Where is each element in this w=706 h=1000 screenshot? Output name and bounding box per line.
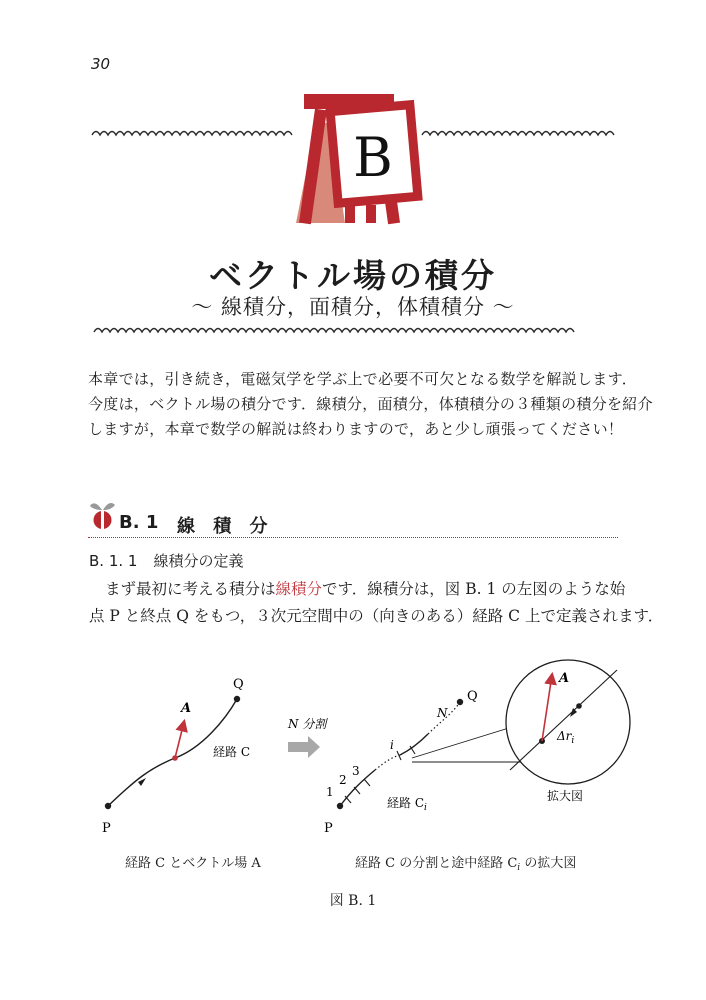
label-1: 1 bbox=[326, 785, 334, 799]
caption-left: 経路 C とベクトル場 A bbox=[125, 856, 261, 871]
label-3: 3 bbox=[352, 764, 360, 778]
intro-line-1: 本章では，引き続き，電磁気学を学ぶ上で必要不可欠となる数学を解説します． bbox=[88, 370, 638, 388]
page-number: 30 bbox=[91, 55, 111, 73]
subsection-title: 線積分の定義 bbox=[153, 552, 244, 570]
point-q-right bbox=[457, 699, 463, 705]
zoom-point-end bbox=[576, 703, 582, 709]
chapter-letter: B bbox=[353, 126, 393, 189]
ornament-scallop-right bbox=[422, 132, 614, 136]
zoom-circle bbox=[506, 660, 630, 803]
label-p: P bbox=[102, 821, 111, 836]
zoom-label-dr: $\Delta r_i$ bbox=[557, 729, 575, 746]
ornament-scallop-bottom bbox=[94, 329, 574, 333]
caption-right-subscript: i bbox=[517, 863, 521, 873]
section-title: 線 積 分 bbox=[177, 516, 274, 537]
zoom-line-upper bbox=[412, 727, 512, 758]
label-n: N bbox=[437, 706, 448, 720]
subsection-number: B. 1. 1 bbox=[89, 552, 138, 570]
section-number: B. 1 bbox=[119, 512, 159, 533]
paragraph-text: です．線積分は，図 B. 1 の左図のような始 bbox=[322, 580, 626, 598]
point-p-right bbox=[337, 803, 343, 809]
figure-label: 図 B. 1 bbox=[329, 893, 377, 909]
label-q: Q bbox=[233, 677, 244, 692]
divide-arrow bbox=[287, 717, 328, 758]
intro-line-3: しますが，本章で数学の解説は終わりますので，あと少し頑張ってください！ bbox=[88, 420, 624, 438]
paragraph-text: まず最初に考える積分は bbox=[105, 580, 276, 598]
path-direction-arrow bbox=[138, 778, 146, 786]
paragraph-line-1 bbox=[89, 577, 625, 599]
chapter-title: ベクトル場の積分 bbox=[209, 256, 497, 295]
subsection-heading bbox=[89, 550, 243, 571]
keyword-line-integral: 線積分 bbox=[275, 580, 323, 598]
point-q bbox=[234, 696, 240, 702]
point-p bbox=[105, 803, 111, 809]
label-q-right: Q bbox=[467, 689, 478, 704]
figure-right-diagram bbox=[324, 689, 526, 836]
section-divider bbox=[88, 537, 618, 538]
label-a: A bbox=[181, 701, 192, 716]
zoom-caption: 拡大図 bbox=[547, 789, 584, 803]
path-c-dotted-a bbox=[375, 755, 400, 770]
sprout-icon bbox=[88, 492, 118, 532]
label-path-c: 経路 C bbox=[213, 745, 250, 759]
caption-right bbox=[355, 852, 576, 873]
label-2: 2 bbox=[339, 773, 347, 787]
intro-line-2: 今度は，ベクトル場の積分です．線積分，面積分，体積積分の３種類の積分を紹介 bbox=[88, 395, 653, 413]
chapter-subtitle: 〜 線積分，面積分，体積積分 〜 bbox=[191, 295, 515, 319]
label-i: i bbox=[390, 738, 394, 752]
caption-right-text-end: の拡大図 bbox=[520, 856, 577, 871]
vector-a-arrow bbox=[175, 722, 184, 758]
label-p-right: P bbox=[324, 821, 333, 836]
zoom-label-a: A bbox=[559, 671, 570, 686]
divide-arrow-label: N 分割 bbox=[288, 717, 327, 731]
caption-right-text: 経路 C の分割と途中経路 C bbox=[355, 856, 518, 871]
figure-b1 bbox=[80, 650, 640, 850]
label-path-ci: 経路 $C_i$ bbox=[387, 796, 427, 813]
paragraph-line-2: 点 P と終点 Q をもつ，３次元空間中の（向きのある）経路 C 上で定義されます． bbox=[89, 607, 664, 625]
figure-left-diagram bbox=[102, 677, 250, 836]
ornament-scallop-left bbox=[92, 132, 292, 136]
